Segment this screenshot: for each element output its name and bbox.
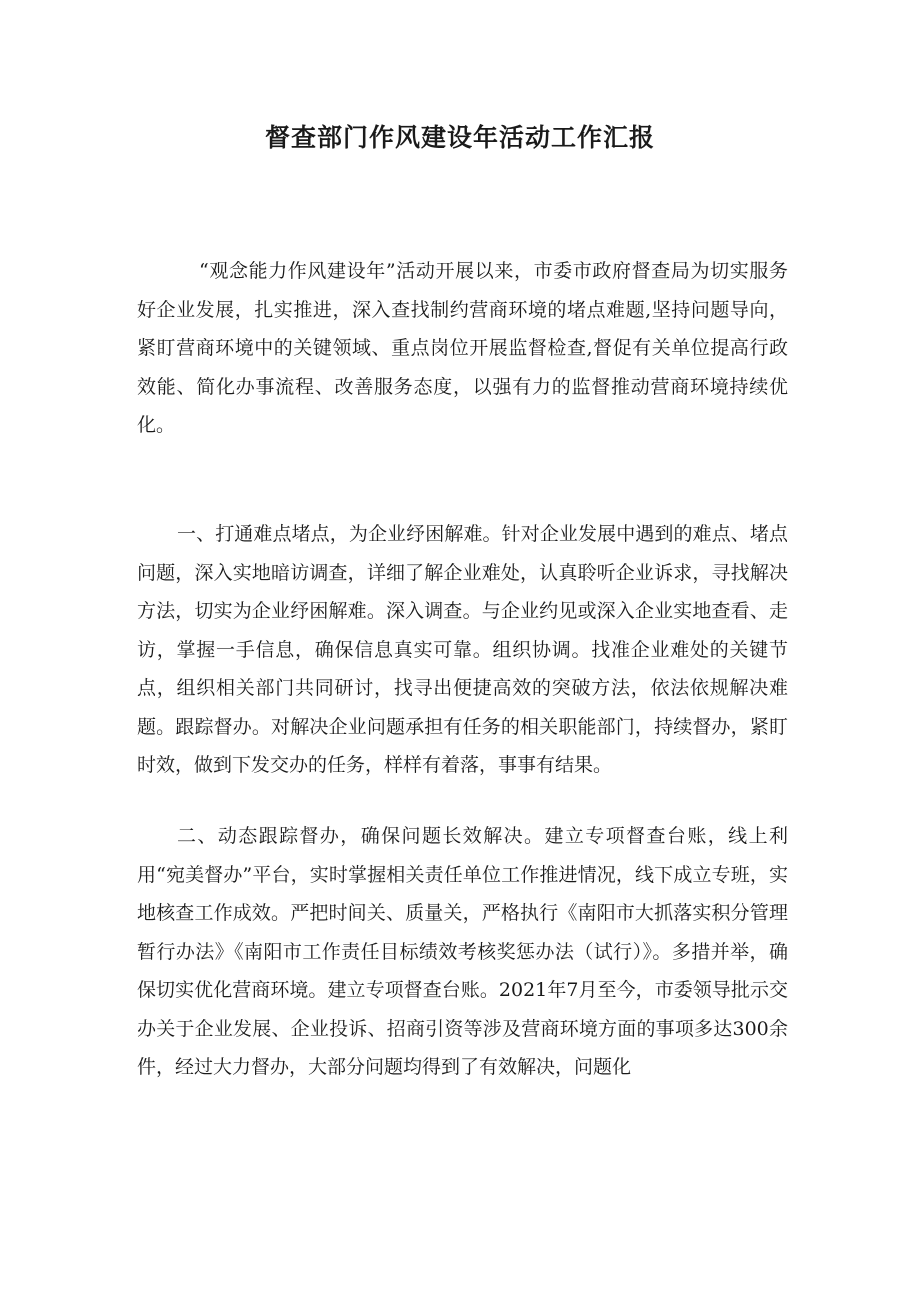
paragraph-section-one: 一、打通难点堵点，为企业纾困解难。针对企业发展中遇到的难点、堵点问题，深入实地暗访调查，详细了解企业难处，认真聆听企业诉求，寻找解决方法，切实为企业纾困解难。深入调查。与企业约见或深入企业实地查看、走访，掌握一手信息，确保信息真实可靠。组织协调。找准企业难处的关键节点，组织相关部门共同研讨，找寻出便捷高效的突破方法，依法依规解决难题。跟踪督办。对解决企业问题承担有任务的相关职能部门，持续督办，紧盯时效，做到下发交办的任务，样样有着落，事事有结果。 — [137, 523, 788, 776]
document-title: 督查部门作风建设年活动工作汇报 — [264, 123, 655, 152]
paragraph-section-two: 二、动态跟踪督办，确保问题长效解决。建立专项督查台账，线上利用“宛美督办”平台，实时掌握相关责任单位工作推进情况，线下成立专班，实地核查工作成效。严把时间关、质量关，严格执行《南阳市大抓落实积分管理暂行办法》《南阳市工作责任目标绩效考核奖惩办法（试行）》。多措并举，确保切实优化营商环境。建立专项督查台账。2021年7月至今，市委领导批示交办关于企业发展、企业投诉、招商引资等涉及营商环境方面的事项多达300余件，经过大力督办，大部分问题均得到了有效解决，问题化 — [137, 825, 788, 1078]
paragraph-intro: “观念能力作风建设年”活动开展以来，市委市政府督查局为切实服务好企业发展，扎实推进，深入查找制约营商环境的堵点难题,坚持问题导向，紧盯营商环境中的关键领域、重点岗位开展监督检查,督促有关单位提高行政效能、简化办事流程、改善服务态度，以强有力的监督推动营商环境持续优化。 — [137, 260, 788, 436]
